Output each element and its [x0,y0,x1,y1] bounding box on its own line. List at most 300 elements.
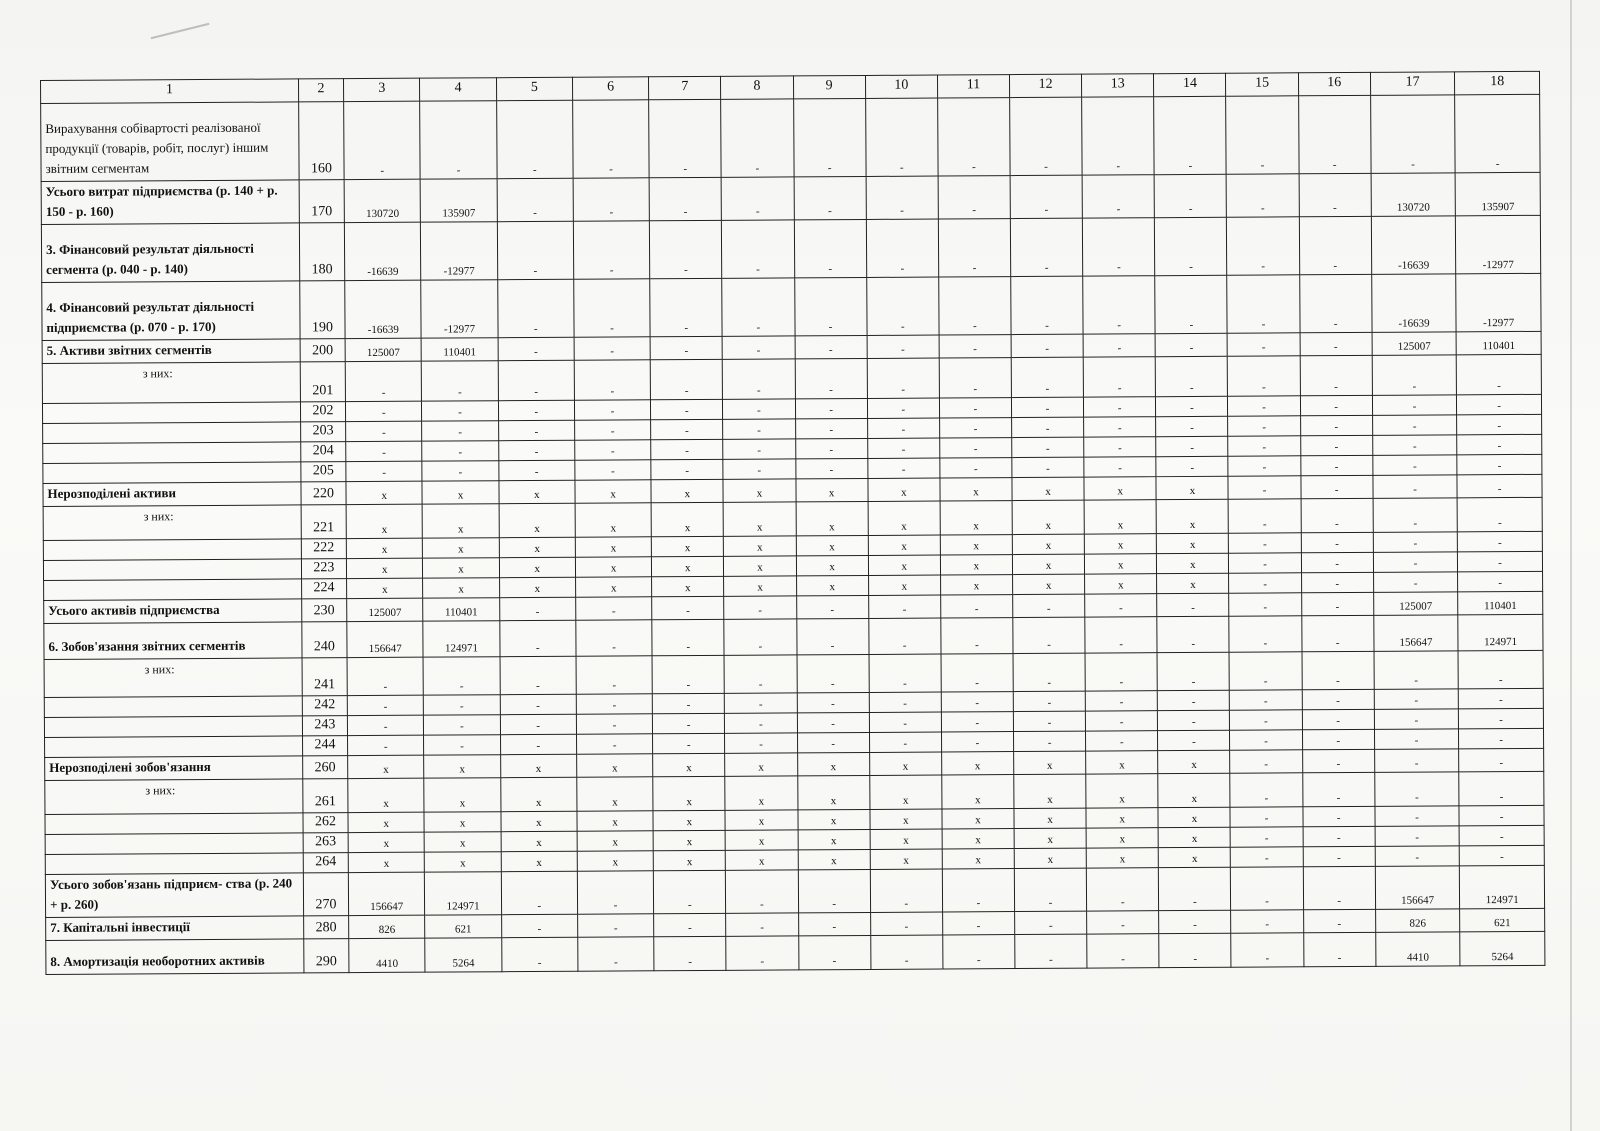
row-label: з них: [42,362,300,404]
table-cell: x [651,479,723,502]
table-cell: x [798,829,870,849]
table-cell: x [724,556,796,576]
table-cell: - [865,98,938,176]
row-label [45,853,303,875]
column-number: 16 [1298,72,1370,95]
table-cell: - [1085,617,1157,653]
table-cell: - [576,620,652,656]
table-cell: - [1458,531,1543,552]
table-cell: - [1086,868,1158,911]
table-cell: - [1300,435,1372,455]
table-cell: - [1085,653,1157,691]
table-cell: - [576,734,652,754]
table-cell: - [347,657,424,695]
page-edge-shadow [1570,0,1572,1131]
table-cell: - [1154,96,1227,174]
table-cell: x [870,849,942,869]
table-cell: x [725,810,797,830]
table-cell: - [726,936,798,970]
table-cell: x [577,851,653,871]
row-code: 264 [303,853,348,873]
table-cell: - [1084,437,1156,457]
table-cell: - [651,419,723,439]
table-cell: x [348,812,424,832]
table-cell: x [346,481,422,504]
table-cell: - [725,733,797,753]
row-label [44,696,302,718]
table-cell: - [869,712,941,732]
table-cell: - [1300,395,1372,415]
table-cell: - [1300,415,1372,435]
table-cell: - [1084,397,1156,417]
table-cell: - [938,176,1010,219]
table-cell: - [1013,711,1085,731]
row-label: 3. Фінансовий результат діяльності сегмента (р. 040 - р. 140) [41,223,299,283]
table-cell: x [652,576,724,596]
column-number: 6 [572,77,648,100]
table-cell: - [653,713,725,733]
table-cell: - [1155,217,1228,275]
table-cell: - [1228,416,1300,436]
table-cell: x [347,578,423,598]
table-cell: x [653,776,725,810]
table-cell: - [866,277,939,335]
table-cell: - [1229,499,1301,533]
table-cell: x [1084,500,1156,534]
table-cell: x [652,536,724,556]
table-cell: - [1013,731,1085,751]
table-cell: 156647 [1375,866,1460,910]
table-cell: - [1010,97,1083,175]
table-cell: x [1012,477,1084,500]
table-cell: x [499,503,575,537]
table-cell: - [423,657,500,695]
table-cell: - [939,358,1011,398]
table-cell: - [1373,532,1458,553]
table-cell: - [652,596,724,619]
table-cell: - [1230,807,1302,827]
table-cell: - [1012,437,1084,457]
segment-report [40,71,1545,975]
table-cell: x [1158,807,1230,827]
table-cell: 125007 [1372,332,1457,356]
table-cell: 110401 [1458,591,1543,615]
table-cell: - [498,400,574,420]
table-cell: 826 [1375,909,1460,933]
table-cell: x [942,809,1014,829]
table-cell: x [1084,534,1156,554]
table-cell: x [347,558,423,578]
row-label: Усього активів підприємства [44,599,302,624]
table-cell: x [1086,751,1158,774]
table-cell: - [869,692,941,712]
table-cell: - [1012,457,1084,477]
table-cell: - [867,335,939,358]
table-cell: - [798,935,870,969]
table-cell: x [575,557,651,577]
row-code: 222 [301,539,346,559]
table-cell: 125007 [347,598,423,621]
table-cell: - [1226,96,1299,174]
table-cell: - [724,596,796,619]
table-cell: - [1457,474,1542,498]
table-cell: - [1227,174,1299,217]
table-cell: x [868,501,940,535]
table-cell: - [866,176,938,219]
table-cell: - [1375,826,1460,847]
table-cell: - [1084,457,1156,477]
row-code: 230 [301,599,346,622]
row-label: Усього зобов'язань підприєм- ства (р. 240 + р. 260) [45,873,303,918]
table-cell: - [500,714,576,734]
table-cell: - [424,735,500,755]
table-cell: - [722,336,794,359]
table-cell: - [943,935,1015,969]
table-cell: 124971 [423,621,499,657]
table-cell: - [868,458,940,478]
row-label: Нерозподілені активи [43,482,301,507]
table-cell: - [1157,593,1229,616]
table-cell: - [1459,771,1544,806]
table-cell: x [869,752,941,775]
table-cell: x [575,537,651,557]
table-cell: - [1301,592,1373,615]
table-cell: - [868,618,940,654]
table-cell: x [424,812,500,832]
table-cell: x [499,537,575,557]
table-cell: x [940,501,1012,535]
table-cell: - [867,398,939,418]
table-cell: x [422,504,498,538]
table-cell: - [798,912,870,935]
row-code: 263 [303,833,348,853]
column-number: 7 [649,76,721,99]
table-cell: x [796,535,868,555]
column-number: 9 [793,75,865,98]
row-label: Усього витрат підприємства (р. 140 + р. 150 - р. 160) [41,180,299,225]
table-cell: x [869,775,941,809]
table-cell: x [1159,847,1231,867]
table-cell: - [574,279,651,337]
table-cell: x [796,501,868,535]
table-cell: x [425,852,501,872]
column-number: 18 [1455,71,1540,95]
table-cell: - [1159,867,1231,910]
table-cell: x [941,752,1013,775]
table-cell: - [940,438,1012,458]
table-cell: x [797,775,869,809]
table-cell: - [794,277,867,335]
table-cell: - [1302,772,1374,806]
table-cell: 621 [1460,908,1545,932]
table-cell: x [797,752,869,775]
row-label: 4. Фінансовий результат діяльності підприємства (р. 070 - р. 170) [42,281,300,341]
table-cell: - [941,654,1013,692]
table-cell: - [654,913,726,936]
table-cell: - [1158,730,1230,750]
table-cell: - [870,912,942,935]
table-cell: - [795,398,867,418]
row-label [45,736,303,758]
table-cell: x [796,555,868,575]
table-cell: - [796,595,868,618]
table-cell: 124971 [1460,865,1545,909]
table-cell: x [1158,750,1230,773]
table-cell: - [575,460,651,480]
table-cell: -16639 [1371,216,1456,275]
table-cell: - [1011,276,1084,334]
table-cell: - [1300,332,1372,355]
row-code: 280 [303,916,348,939]
table-cell: x [348,778,424,812]
table-cell: - [424,695,500,715]
table-cell: - [1157,652,1229,690]
table-cell: x [423,558,499,578]
table-cell: - [867,358,939,398]
table-cell: - [1229,593,1301,616]
table-cell: - [1372,355,1457,396]
row-label: 6. Зобов'язання звітних сегментів [44,622,302,660]
table-cell: - [1228,476,1300,499]
row-label: з них: [43,505,301,541]
table-cell: - [1375,806,1460,827]
table-cell: x [725,776,797,810]
row-code: 190 [299,281,345,339]
table-cell: x [577,777,653,811]
table-cell: x [726,850,798,870]
table-cell: - [795,358,867,398]
row-code: 240 [302,622,348,658]
table-cell: - [1229,573,1301,593]
table-cell: - [346,421,422,441]
table-cell: - [573,100,650,178]
table-cell: - [498,460,574,480]
table-cell: - [652,693,724,713]
table-cell: - [939,398,1011,418]
table-cell: - [723,399,795,419]
column-number: 15 [1226,73,1298,96]
table-cell: - [422,361,499,401]
table-cell: 135907 [1455,172,1540,216]
row-code: 160 [298,102,344,180]
table-cell: - [650,336,722,359]
table-cell: - [721,177,793,220]
table-cell: x [346,538,422,558]
row-code: 290 [303,939,349,973]
table-cell: - [574,400,650,420]
table-cell: - [1082,175,1154,218]
table-cell: x [940,478,1012,501]
table-cell: - [578,937,654,971]
table-row [41,94,1540,181]
table-cell: - [1154,174,1226,217]
table-cell: - [1229,652,1301,690]
table-cell: - [1300,455,1372,475]
table-cell: - [1373,552,1458,573]
table-cell: - [422,401,498,421]
table-cell: - [1375,772,1460,807]
table-cell: - [1156,436,1228,456]
table-cell: - [797,654,869,692]
row-label: з них: [44,658,302,698]
table-cell: x [577,831,653,851]
table-cell: - [500,656,577,694]
table-cell: - [1157,616,1229,652]
column-number: 13 [1082,74,1154,97]
table-cell: x [868,555,940,575]
table-cell: - [1013,617,1085,653]
table-cell: - [723,359,795,399]
table-cell: - [497,221,574,279]
table-cell: - [496,100,573,178]
table-cell: - [1459,728,1544,749]
table-cell: - [575,420,651,440]
table-cell: x [942,829,1014,849]
table-cell: - [500,694,576,714]
table-cell: - [1372,435,1457,456]
table-cell: - [1459,805,1544,826]
table-cell: x [1085,554,1157,574]
table-cell: - [1083,357,1155,397]
table-cell: - [649,99,722,177]
table-cell: - [939,277,1012,335]
table-cell: - [1013,594,1085,617]
table-cell: 124971 [1458,614,1543,651]
table-cell: - [941,732,1013,752]
table-cell: - [1082,97,1155,175]
table-cell: - [1155,275,1228,333]
table-cell: - [1457,454,1542,475]
table-cell: - [1302,689,1374,709]
table-cell: - [1374,651,1459,690]
table-cell: x [346,504,422,538]
table-cell: - [576,694,652,714]
table-cell: - [422,461,498,481]
table-cell: - [1457,497,1542,532]
table-cell: x [1014,848,1086,868]
table-cell: x [575,503,651,537]
row-code: 180 [299,223,345,281]
row-code: 260 [302,756,347,779]
table-cell: - [721,99,794,177]
table-cell: - [1084,417,1156,437]
table-cell: - [938,219,1011,277]
table-cell: x [725,830,797,850]
row-label [43,559,301,581]
table-cell: - [576,656,653,694]
table-cell: - [1303,866,1375,909]
row-label [43,539,301,561]
table-cell: x [1158,827,1230,847]
table-cell: x [723,479,795,502]
table-cell: -12977 [1456,273,1541,332]
table-cell: - [1299,274,1372,332]
table-cell: - [500,734,576,754]
row-code: 241 [302,658,348,696]
table-cell: - [1231,910,1303,933]
table-cell: x [868,535,940,555]
table-cell: - [650,220,723,278]
table-cell: 130720 [1371,173,1456,217]
table-cell: - [1013,691,1085,711]
table-cell: 4410 [1376,932,1461,967]
table-cell: - [722,220,795,278]
row-code: 262 [303,813,348,833]
table-cell: x [348,832,424,852]
table-cell: x [575,480,651,503]
table-cell: -12977 [421,222,498,280]
table-cell: x [653,810,725,830]
table-cell: - [1457,394,1542,415]
table-cell: - [941,595,1013,618]
table-cell: x [1157,573,1229,593]
table-cell: x [651,502,723,536]
table-cell: x [1014,808,1086,828]
row-label [43,462,301,484]
table-cell: - [654,870,726,913]
table-cell: x [1014,774,1086,808]
table-cell: - [1372,395,1457,416]
table-cell: x [499,557,575,577]
table-cell: 110401 [421,338,497,361]
table-cell: 124971 [425,872,502,915]
table-cell: x [795,478,867,501]
table-cell: - [654,936,726,970]
table-cell: x [1086,774,1158,808]
table-cell: x [870,809,942,829]
table-cell: - [797,712,869,732]
table-cell: - [793,98,866,176]
column-number: 4 [420,78,496,101]
row-code: 170 [299,180,345,223]
table-cell: - [1227,217,1300,275]
table-cell: - [1458,650,1543,689]
table-cell: - [1302,709,1374,729]
table-cell: x [500,754,576,777]
table-cell: - [1373,475,1458,499]
table-cell: 621 [425,915,501,938]
table-cell: - [1159,910,1231,933]
table-cell: - [1458,551,1543,572]
table-cell: - [1459,825,1544,846]
table-cell: x [424,832,500,852]
table-cell: -12977 [1456,215,1541,274]
table-cell: - [501,914,577,937]
table-cell: x [500,777,576,811]
folded-corner-line [151,23,210,39]
table-cell: - [1230,710,1302,730]
table-cell: - [1375,846,1460,867]
table-cell: - [346,461,422,481]
table-cell: - [1013,653,1085,691]
table-cell: - [725,693,797,713]
table-cell: - [795,458,867,478]
row-code: 200 [300,339,345,362]
table-cell: x [1012,534,1084,554]
table-cell: - [795,438,867,458]
table-cell: x [1086,808,1158,828]
table-cell: - [1373,455,1458,476]
table-cell: - [723,439,795,459]
table-cell: - [348,735,424,755]
table-cell: - [577,871,654,914]
table-cell: - [1458,571,1543,592]
table-cell: - [1459,748,1544,772]
table-body [41,71,1545,974]
table-cell: - [650,359,722,399]
table-cell: - [796,618,868,654]
table-cell: - [499,620,575,656]
